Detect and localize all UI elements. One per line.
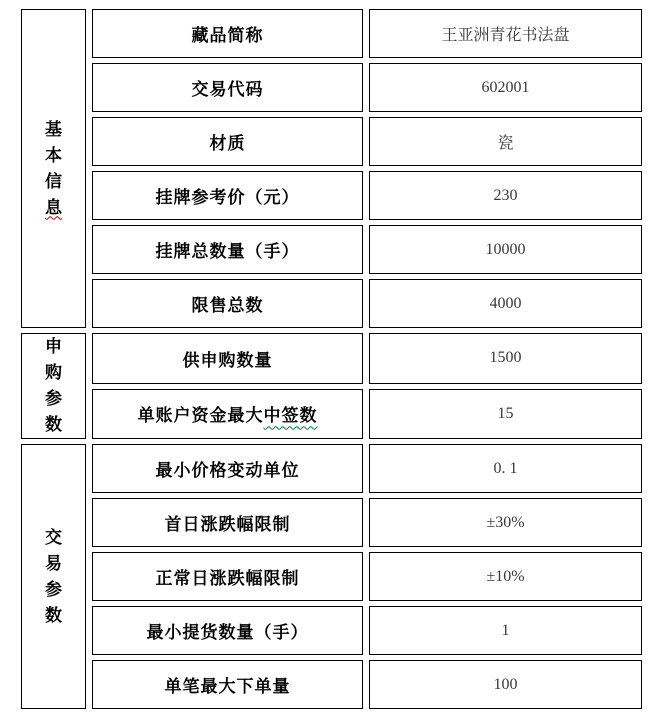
row-value: 230	[493, 186, 518, 204]
misspelled-char: 息	[45, 197, 62, 217]
row-value-cell	[369, 389, 642, 440]
row-label-cell	[92, 279, 363, 328]
table-row	[21, 606, 642, 655]
row-label: 限售总数	[191, 296, 264, 315]
table-row	[21, 171, 642, 220]
row-value: 15	[497, 404, 514, 422]
row-value: 1	[501, 621, 510, 639]
row-value-cell	[369, 9, 642, 58]
row-value: ±30%	[486, 513, 525, 531]
grammar-flagged-text: 中签数	[263, 406, 318, 426]
row-value: 100	[493, 675, 518, 693]
row-value-cell	[369, 660, 642, 709]
row-value-cell	[369, 279, 642, 328]
row-label-cell	[92, 444, 363, 493]
row-label: 正常日涨跌幅限制	[155, 569, 300, 588]
section-label-subscription-params: 申购参数	[45, 337, 62, 434]
row-label: 交易代码	[191, 80, 264, 99]
row-label-cell	[92, 389, 363, 440]
table-row	[21, 552, 642, 601]
section-label-trading-params: 交易参数	[45, 527, 62, 625]
row-label-cell	[92, 660, 363, 709]
row-value: ±10%	[486, 567, 525, 585]
table-row	[21, 444, 642, 493]
row-label-cell	[92, 171, 363, 220]
row-label-cell	[92, 333, 363, 384]
table-row	[21, 63, 642, 112]
row-label: 单账户资金最大中签数	[137, 406, 318, 426]
row-value-cell	[369, 498, 642, 547]
row-value-cell	[369, 171, 642, 220]
row-value: 1500	[489, 349, 522, 367]
section-label-basic-info: 基本信息	[45, 119, 62, 217]
section-cell-subscription-params	[21, 333, 86, 439]
row-label: 挂牌参考价（元）	[155, 188, 300, 207]
row-value-cell	[369, 117, 642, 166]
row-value-cell	[369, 333, 642, 384]
row-label-cell	[92, 552, 363, 601]
row-label: 藏品简称	[191, 26, 264, 45]
row-value-cell	[369, 552, 642, 601]
row-value-cell	[369, 606, 642, 655]
table-row	[21, 333, 642, 384]
row-label: 最小提货数量（手）	[146, 623, 309, 642]
row-value: 4000	[489, 294, 522, 312]
row-label: 首日涨跌幅限制	[164, 515, 291, 534]
row-label-cell	[92, 606, 363, 655]
row-label-cell	[92, 9, 363, 58]
row-label-cell	[92, 117, 363, 166]
table-row	[21, 9, 642, 58]
section-cell-basic-info	[21, 9, 86, 328]
row-label-cell	[92, 498, 363, 547]
row-label: 单笔最大下单量	[164, 677, 291, 696]
row-label: 材质	[209, 134, 246, 153]
row-label-cell	[92, 225, 363, 274]
row-value: 602001	[481, 78, 530, 96]
table-row	[21, 660, 642, 709]
table-row	[21, 389, 642, 440]
row-value: 瓷	[497, 135, 514, 152]
table-row	[21, 498, 642, 547]
section-cell-trading-params	[21, 444, 86, 709]
product-info-table	[15, 4, 648, 714]
row-value: 王亚洲青花书法盘	[441, 27, 570, 44]
row-label: 挂牌总数量（手）	[155, 242, 300, 261]
table-row	[21, 225, 642, 274]
table-row	[21, 117, 642, 166]
row-label: 最小价格变动单位	[155, 461, 300, 480]
row-label: 供申购数量	[182, 350, 273, 370]
row-value-cell	[369, 63, 642, 112]
row-value-cell	[369, 225, 642, 274]
table-row	[21, 279, 642, 328]
row-label-cell	[92, 63, 363, 112]
row-value: 0. 1	[493, 459, 518, 477]
row-value-cell	[369, 444, 642, 493]
row-value: 10000	[485, 240, 526, 258]
